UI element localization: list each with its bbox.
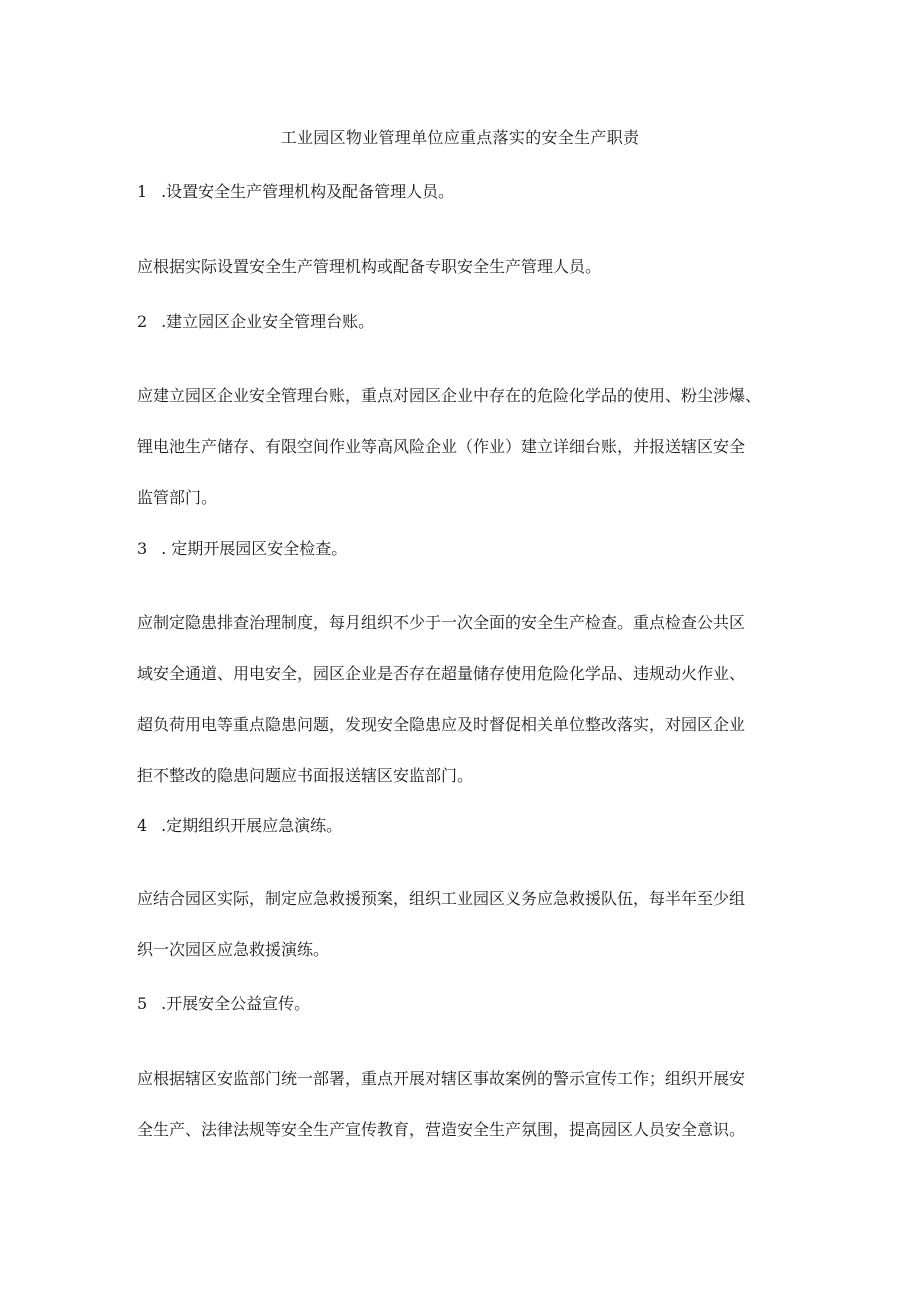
section-number: 4	[137, 816, 148, 835]
body-line: 全生产、法律法规等安全生产宣传教育，营造安全生产氛围，提高园区人员安全意识。	[137, 1120, 746, 1139]
section-heading-text: . 定期开展园区安全检查。	[161, 539, 348, 558]
section-heading-text: .定期组织开展应急演练。	[161, 816, 343, 835]
body-line: 应结合园区实际，制定应急救援预案，组织工业园区义务应急救援队伍，每半年至少组	[137, 889, 746, 908]
section-number: 5	[137, 994, 148, 1013]
section-5-heading	[137, 993, 310, 1015]
section-5-body	[137, 1068, 797, 1141]
body-line: 应根据实际设置安全生产管理机构或配备专职安全生产管理人员。	[137, 257, 602, 276]
body-line: 超负荷用电等重点隐患问题，发现安全隐患应及时督促相关单位整改落实，对园区企业	[137, 715, 746, 734]
document-title: 工业园区物业管理单位应重点落实的安全生产职责	[280, 128, 640, 147]
section-2-heading	[137, 311, 374, 333]
body-line: 域安全通道、用电安全，园区企业是否存在超量储存使用危险化学品、违规动火作业、	[137, 664, 746, 683]
body-line: 应制定隐患排查治理制度，每月组织不少于一次全面的安全生产检查。重点检查公共区	[137, 613, 746, 632]
body-line: 拒不整改的隐患问题应书面报送辖区安监部门。	[137, 766, 474, 785]
section-3-heading	[137, 538, 347, 560]
section-number: 1	[137, 182, 148, 201]
body-line: 监管部门。	[137, 488, 218, 507]
body-line: 织一次园区应急救援演练。	[137, 940, 330, 959]
section-4-body	[137, 888, 797, 961]
section-number: 3	[137, 539, 148, 558]
section-number: 2	[137, 312, 148, 331]
section-1-heading	[137, 181, 454, 203]
section-3-body	[137, 612, 797, 787]
section-2-body	[137, 385, 797, 509]
section-heading-text: .开展安全公益宣传。	[161, 994, 311, 1013]
section-heading-text: .建立园区企业安全管理台账。	[161, 312, 375, 331]
section-heading-text: .设置安全生产管理机构及配备管理人员。	[161, 182, 455, 201]
body-line: 应建立园区企业安全管理台账，重点对园区企业中存在的危险化学品的使用、粉尘涉爆、	[137, 386, 762, 405]
body-line: 锂电池生产储存、有限空间作业等高风险企业（作业）建立详细台账，并报送辖区安全	[137, 437, 746, 456]
section-1-body	[137, 256, 797, 278]
section-4-heading	[137, 815, 342, 837]
body-line: 应根据辖区安监部门统一部署，重点开展对辖区事故案例的警示宣传工作；组织开展安	[137, 1069, 746, 1088]
